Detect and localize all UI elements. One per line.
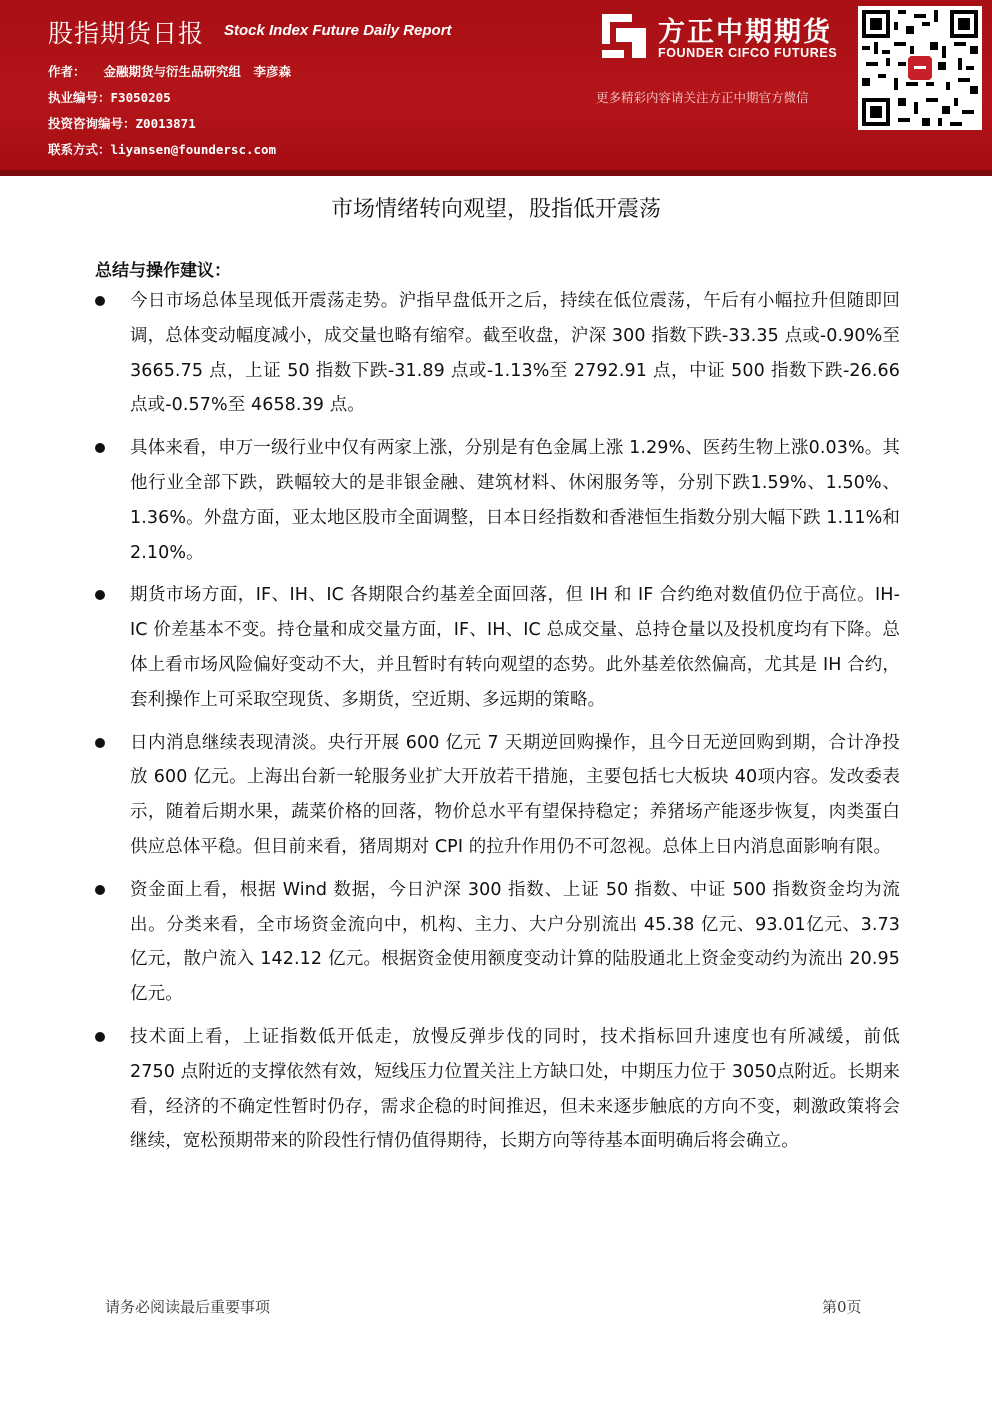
author-row	[48, 62, 291, 80]
qr-code-icon[interactable]	[858, 6, 982, 130]
wechat-note: 更多精彩内容请关注方正中期官方微信	[596, 90, 809, 105]
bullet-dot-icon	[95, 443, 105, 453]
founder-logo-icon	[602, 14, 646, 58]
bullet-dot-icon	[95, 738, 105, 748]
advisory-value: Z0013871	[135, 116, 196, 131]
report-title-en: Stock Index Future Daily Report	[224, 22, 452, 39]
report-header	[0, 0, 992, 170]
author-label: 作者：	[48, 64, 86, 79]
contact-value[interactable]: liyansen@foundersc.com	[110, 142, 277, 157]
bullet-dot-icon	[95, 1032, 105, 1042]
advisory-label: 投资咨询编号：	[48, 116, 136, 131]
logo-text-en: FOUNDER CIFCO FUTURES	[658, 46, 838, 60]
bullet-text: 具体来看，申万一级行业中仅有两家上涨，分别是有色金属上涨 1.29%、医药生物上涨0.03%。其他行业全部下跌，跌幅较大的是非银金融、建筑材料、休闲服务等，分别下跌1.59%、1.50%、1.36%。外盘方面，亚太地区股市全面调整，日本日经指数和香港恒生指数分别大幅下跌 1.11%和 2.10%。	[130, 438, 900, 563]
footer-disclaimer-note: 请务必阅读最后重要事项	[105, 1298, 271, 1316]
summary-bullet	[95, 1020, 900, 1159]
bullet-text: 技术面上看，上证指数低开低走，放慢反弹步伐的同时，技术指标回升速度也有所减缓，前低 2750 点附近的支撑依然有效，短线压力位置关注上方缺口处，中期压力位于 3050点附近。长期来看，经济的不确定性暂时仍存，需求企稳的时间推迟，但未来逐步触底的方向不变，刺激政策将会继续，宽松预期带来的阶段性行情仍值得期待，长期方向等待基本面明确后将会确立。	[130, 1026, 900, 1152]
summary-bullet	[95, 431, 900, 570]
header-divider	[0, 170, 992, 176]
bullet-text: 今日市场总体呈现低开震荡走势。沪指早盘低开之后，持续在低位震荡，午后有小幅拉升但随即回调，总体变动幅度减小，成交量也略有缩窄。截至收盘，沪深 300 指数下跌-33.35 点或-0.90%至 3665.75 点，上证 50 指数下跌-31.89 点或-1.13%至 2792.91 点，中证 500 指数下跌-26.66 点或-0.57%至 4658.39 点。	[130, 291, 900, 416]
summary-bullet	[95, 578, 900, 717]
bullet-dot-icon	[95, 296, 105, 306]
summary-bullet	[95, 284, 900, 423]
license-value: F3050205	[110, 90, 171, 105]
page-number: 第0页	[822, 1298, 862, 1316]
summary-bullet	[95, 873, 900, 1012]
license-row	[48, 88, 171, 106]
author-value: 金融期货与衍生品研究组 李彦森	[103, 64, 292, 79]
logo-text-cn: 方正中期期货	[658, 17, 832, 48]
document-title: 市场情绪转向观望，股指低开震荡	[330, 197, 661, 222]
bullet-text: 日内消息继续表现清淡。央行开展 600 亿元 7 天期逆回购操作，且今日无逆回购到期，合计净投放 600 亿元。上海出台新一轮服务业扩大开放若干措施，主要包括七大板块 40项内容。发改委表示，随着后期水果，蔬菜价格的回落，物价总水平有望保持稳定；养猪场产能逐步恢复，肉类蛋白供应总体平稳。但目前来看，猪周期对 CPI 的拉升作用仍不可忽视。总体上日内消息面影响有限。	[130, 732, 900, 857]
advisory-row	[48, 114, 196, 132]
bullet-text: 期货市场方面，IF、IH、IC 各期限合约基差全面回落，但 IH 和 IF 合约绝对数值仍位于高位。IH-IC 价差基本不变。持仓量和成交量方面，IF、IH、IC 总成交量、总持仓量以及投机度均有下降。总体上看市场风险偏好变动不大，并且暂时有转向观望的态势。此外基差依然偏高，尤其是 IH 合约，套利操作上可采取空现货、多期货，空近期、多远期的策略。	[130, 585, 900, 710]
summary-bullet-list	[95, 284, 900, 1167]
report-title-cn: 股指期货日报	[48, 19, 205, 48]
contact-label: 联系方式：	[48, 142, 111, 157]
summary-bullet	[95, 726, 900, 865]
bullet-dot-icon	[95, 885, 105, 895]
contact-row	[48, 140, 276, 158]
bullet-text: 资金面上看，根据 Wind 数据，今日沪深 300 指数、上证 50 指数、中证 500 指数资金均为流出。分类来看，全市场资金流向中，机构、主力、大户分别流出 45.38 亿元、93.01亿元、3.73 亿元，散户流入 142.12 亿元。根据资金使用额度变动计算的陆股通北上资金变动约为流出 20.95 亿元。	[130, 879, 900, 1005]
license-label: 执业编号：	[48, 90, 111, 105]
section-heading: 总结与操作建议：	[95, 261, 231, 281]
bullet-dot-icon	[95, 590, 105, 600]
